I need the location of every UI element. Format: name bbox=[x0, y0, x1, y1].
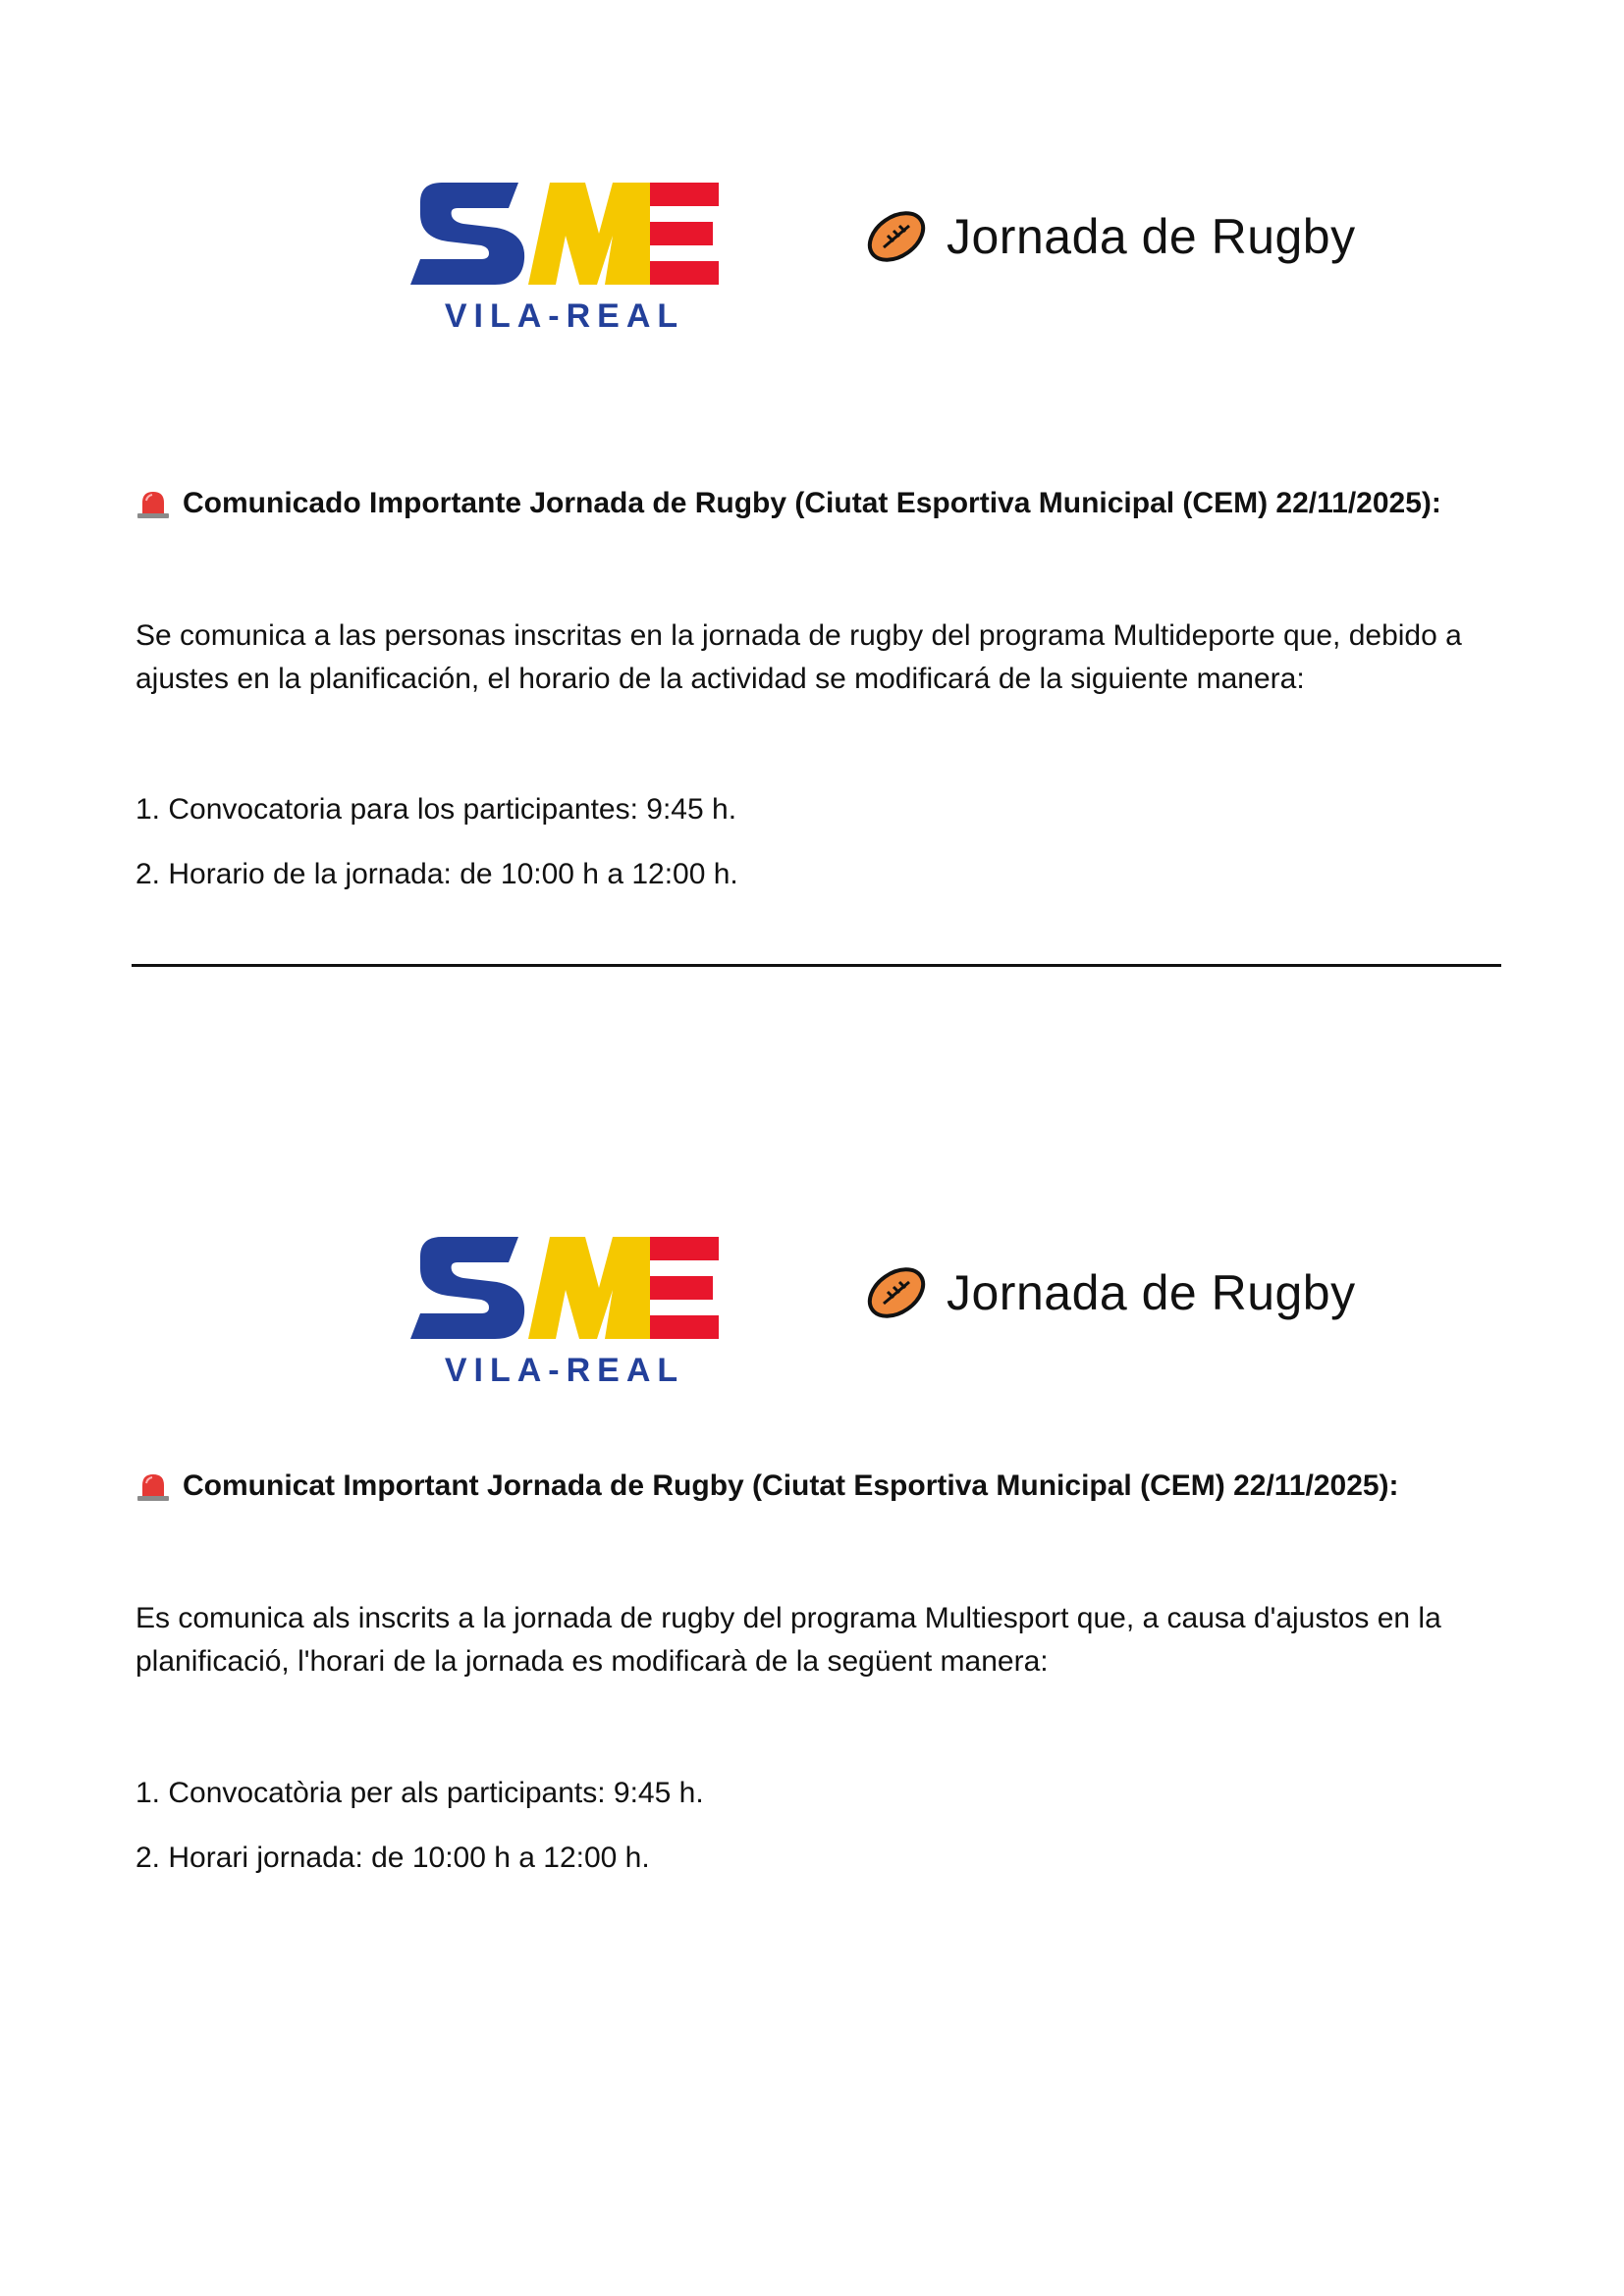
rugby-ball-icon bbox=[864, 1260, 929, 1325]
sme-logo-graphic bbox=[403, 165, 727, 337]
headline bbox=[864, 204, 1356, 269]
notice-title: Comunicat Important Jornada de Rugby (Ciutat Esportiva Municipal (CEM) 22/11/2025): bbox=[183, 1469, 1399, 1502]
sme-vila-real-logo bbox=[403, 1219, 727, 1391]
body-line: Es comunica als inscrits a la jornada de rugby del programa Multiesport que, a causa d'ajustos en la bbox=[135, 1602, 1441, 1634]
notice-body bbox=[135, 614, 1505, 701]
headline-title: Jornada de Rugby bbox=[947, 209, 1356, 264]
list-item: 2. Horario de la jornada: de 10:00 h a 12:00 h. bbox=[135, 858, 738, 890]
sme-logo-graphic bbox=[403, 1219, 727, 1391]
list-item: 2. Horari jornada: de 10:00 h a 12:00 h. bbox=[135, 1842, 650, 1874]
body-line: planificació, l'horari de la jornada es modificarà de la següent manera: bbox=[135, 1645, 1049, 1678]
headline bbox=[864, 1260, 1356, 1325]
logo-city-text: VILA-REAL bbox=[444, 297, 685, 335]
notice-title: Comunicado Importante Jornada de Rugby (Ciutat Esportiva Municipal (CEM) 22/11/2025): bbox=[183, 487, 1441, 519]
body-line: Se comunica a las personas inscritas en la jornada de rugby del programa Multideporte que, debido a bbox=[135, 619, 1462, 652]
sme-vila-real-logo bbox=[403, 165, 727, 337]
section-divider bbox=[132, 964, 1501, 967]
body-line: ajustes en la planificación, el horario de la actividad se modificará de la siguiente manera: bbox=[135, 663, 1305, 695]
list-item: 1. Convocatòria per als participants: 9:45 h. bbox=[135, 1777, 704, 1809]
notice-heading bbox=[135, 487, 1441, 520]
list-item: 1. Convocatoria para los participantes: 9:45 h. bbox=[135, 793, 737, 826]
rugby-ball-icon bbox=[864, 204, 929, 269]
logo-city-text: VILA-REAL bbox=[444, 1352, 685, 1389]
siren-icon bbox=[135, 1470, 171, 1502]
notice-body bbox=[135, 1597, 1505, 1683]
notice-heading bbox=[135, 1469, 1399, 1503]
siren-icon bbox=[135, 488, 171, 519]
headline-title: Jornada de Rugby bbox=[947, 1265, 1356, 1320]
